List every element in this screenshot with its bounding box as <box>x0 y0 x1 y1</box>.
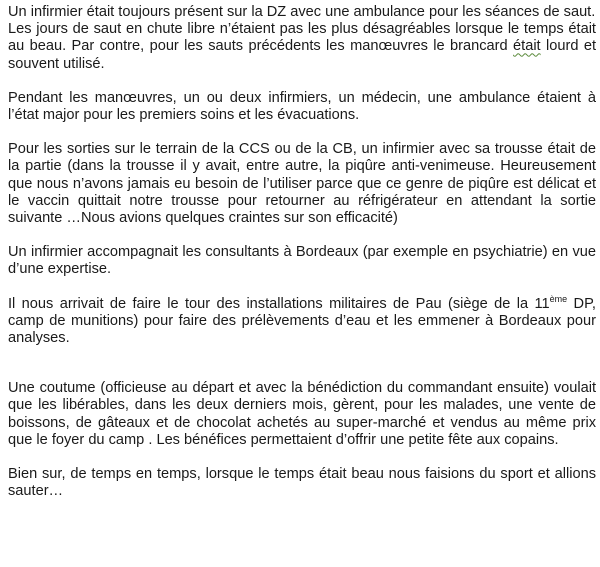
paragraph-spacer <box>8 449 596 466</box>
paragraph-pau-text-start: Il nous arrivait de faire le tour des installations militaires de Pau (siège de la 11 <box>8 295 550 312</box>
paragraph-spacer <box>8 73 596 90</box>
ordinal-superscript: ème <box>549 293 568 304</box>
spellcheck-underlined-word: était <box>513 38 541 55</box>
paragraph-spacer <box>8 227 596 244</box>
paragraph-sorties-terrain: Pour les sorties sur le terrain de la CCS ou de la CB, un infirmier avec sa trousse était de la partie (dans la trousse il y avait, entre autre, la piqûre anti-venimeuse. Heureusement que nous n’avons jamais eu besoin de l’utiliser parce que ce genre de piqûre est délicat et le vaccin quittait notre trousse pour retourner au réfrigérateur en attendant la sortie suivante …Nous avions quelques craintes sur son efficacité) <box>8 141 596 227</box>
paragraph-spacer-large <box>8 347 596 380</box>
paragraph-spacer <box>8 279 596 296</box>
paragraph-pau-text-end: DP, camp de munitions) pour faire des prélèvements d’eau et les emmener à Bordeaux pour analyses. <box>8 295 596 347</box>
paragraph-coutume-vente: Une coutume (officieuse au départ et avec la bénédiction du commandant ensuite) voulait que les libérables, dans les deux derniers mois, gèrent, pour les malades, une vente de boissons, de gâteaux et de chocolat achetés au super-marché et vendus au même prix que le foyer du camp . Les bénéfices permettaient d’offrir une petite fête aux copains. <box>8 380 596 448</box>
paragraph-installations-pau <box>8 293 596 348</box>
paragraph-consultants-bordeaux: Un infirmier accompagnait les consultants à Bordeaux (par exemple en psychiatrie) en vue d’une expertise. <box>8 244 596 278</box>
paragraph-sport-sauter: Bien sur, de temps en temps, lorsque le temps était beau nous faisions du sport et allions sauter… <box>8 466 596 500</box>
paragraph-chute-libre-text-end: lourd et souvent utilisé. <box>8 38 597 72</box>
paragraph-chute-libre <box>8 21 596 73</box>
paragraph-chute-libre-text-start: Les jours de saut en chute libre n’étaient pas les plus désagréables lorsque le temps était au beau. Par contre, pour les sauts précédents les manœuvres le brancard <box>8 21 596 55</box>
paragraph-spacer <box>8 124 596 141</box>
paragraph-dz-ambulance: Un infirmier était toujours présent sur la DZ avec une ambulance pour les séances de saut. <box>8 4 596 20</box>
paragraph-manoeuvres: Pendant les manœuvres, un ou deux infirmiers, un médecin, une ambulance étaient à l’état major pour les premiers soins et les évacuations. <box>8 89 596 124</box>
